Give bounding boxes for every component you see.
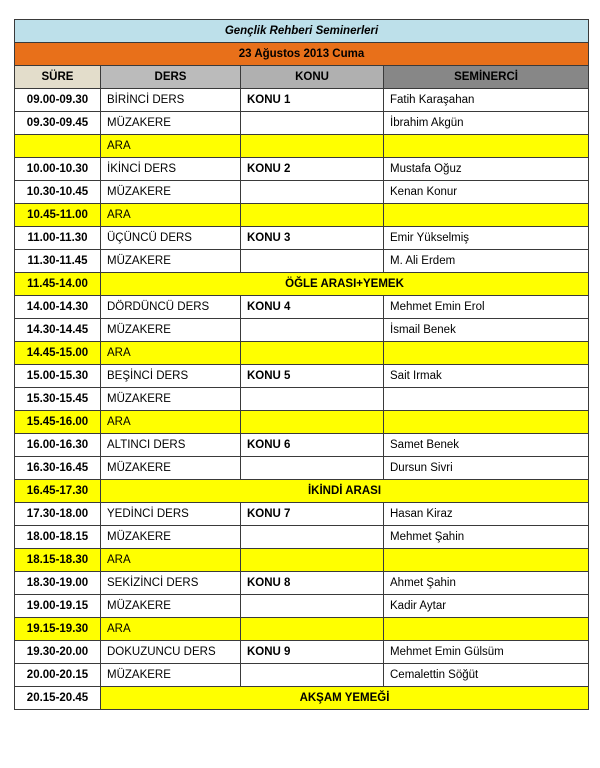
schedule-break-row	[15, 342, 589, 365]
cell-seminerci: Emir Yükselmiş	[384, 227, 589, 250]
column-header-ders: DERS	[101, 66, 241, 89]
cell-konu	[241, 664, 384, 687]
table-row	[15, 434, 589, 457]
cell-time: 09.30-09.45	[15, 112, 101, 135]
cell-time: 15.45-16.00	[15, 411, 101, 434]
cell-time: 09.00-09.30	[15, 89, 101, 112]
schedule-banner-row	[15, 273, 589, 296]
cell-ders: YEDİNCİ DERS	[101, 503, 241, 526]
cell-time: 18.30-19.00	[15, 572, 101, 595]
seminar-date: 23 Ağustos 2013 Cuma	[15, 43, 589, 66]
cell-konu	[241, 618, 384, 641]
cell-time: 10.30-10.45	[15, 181, 101, 204]
cell-ders: SEKİZİNCİ DERS	[101, 572, 241, 595]
cell-ders: MÜZAKERE	[101, 250, 241, 273]
schedule-break-row	[15, 549, 589, 572]
cell-seminerci: Kadir Aytar	[384, 595, 589, 618]
cell-konu	[241, 342, 384, 365]
column-header-row	[15, 66, 589, 89]
cell-konu: KONU 8	[241, 572, 384, 595]
cell-time: 15.30-15.45	[15, 388, 101, 411]
schedule-break-row	[15, 135, 589, 158]
cell-konu	[241, 250, 384, 273]
cell-ders: ARA	[101, 549, 241, 572]
column-header-sure: SÜRE	[15, 66, 101, 89]
cell-time: 17.30-18.00	[15, 503, 101, 526]
cell-time: 19.00-19.15	[15, 595, 101, 618]
table-row	[15, 181, 589, 204]
table-row	[15, 388, 589, 411]
cell-ders: ARA	[101, 411, 241, 434]
cell-break-label: ÖĞLE ARASI+YEMEK	[101, 273, 589, 296]
cell-ders: MÜZAKERE	[101, 595, 241, 618]
seminar-title: Gençlik Rehberi Seminerleri	[15, 20, 589, 43]
schedule-body	[15, 20, 589, 710]
cell-ders: MÜZAKERE	[101, 181, 241, 204]
cell-time: 16.30-16.45	[15, 457, 101, 480]
cell-ders: MÜZAKERE	[101, 388, 241, 411]
date-row	[15, 43, 589, 66]
table-row	[15, 526, 589, 549]
cell-ders: DÖRDÜNCÜ DERS	[101, 296, 241, 319]
cell-konu: KONU 1	[241, 89, 384, 112]
cell-seminerci: Dursun Sivri	[384, 457, 589, 480]
cell-seminerci: M. Ali Erdem	[384, 250, 589, 273]
cell-konu	[241, 388, 384, 411]
cell-konu	[241, 411, 384, 434]
cell-seminerci	[384, 411, 589, 434]
cell-seminerci: Ahmet Şahin	[384, 572, 589, 595]
table-row	[15, 89, 589, 112]
cell-ders: BEŞİNCİ DERS	[101, 365, 241, 388]
cell-seminerci	[384, 618, 589, 641]
cell-ders: ARA	[101, 204, 241, 227]
table-row	[15, 457, 589, 480]
cell-time: 19.30-20.00	[15, 641, 101, 664]
cell-ders: MÜZAKERE	[101, 664, 241, 687]
table-row	[15, 572, 589, 595]
cell-time: 14.45-15.00	[15, 342, 101, 365]
cell-time: 16.45-17.30	[15, 480, 101, 503]
cell-ders: DOKUZUNCU DERS	[101, 641, 241, 664]
cell-time: 14.00-14.30	[15, 296, 101, 319]
cell-konu	[241, 204, 384, 227]
cell-time: 16.00-16.30	[15, 434, 101, 457]
column-header-seminerci: SEMİNERCİ	[384, 66, 589, 89]
table-row	[15, 319, 589, 342]
cell-ders: ÜÇÜNCÜ DERS	[101, 227, 241, 250]
schedule-break-row	[15, 204, 589, 227]
cell-seminerci	[384, 342, 589, 365]
seminar-schedule-table	[14, 19, 589, 710]
table-row	[15, 250, 589, 273]
cell-ders: ARA	[101, 135, 241, 158]
cell-konu	[241, 457, 384, 480]
cell-konu	[241, 112, 384, 135]
cell-konu	[241, 526, 384, 549]
cell-seminerci: Hasan Kiraz	[384, 503, 589, 526]
cell-time: 15.00-15.30	[15, 365, 101, 388]
cell-time: 20.15-20.45	[15, 687, 101, 710]
cell-konu	[241, 181, 384, 204]
table-row	[15, 664, 589, 687]
cell-seminerci: Samet Benek	[384, 434, 589, 457]
cell-ders: ARA	[101, 342, 241, 365]
cell-konu: KONU 5	[241, 365, 384, 388]
cell-ders: MÜZAKERE	[101, 319, 241, 342]
table-row	[15, 595, 589, 618]
table-row	[15, 503, 589, 526]
table-row	[15, 641, 589, 664]
schedule-banner-row	[15, 480, 589, 503]
table-row	[15, 158, 589, 181]
title-row	[15, 20, 589, 43]
cell-ders: ALTINCI DERS	[101, 434, 241, 457]
table-row	[15, 296, 589, 319]
cell-konu: KONU 4	[241, 296, 384, 319]
cell-seminerci: Mustafa Oğuz	[384, 158, 589, 181]
cell-time: 10.00-10.30	[15, 158, 101, 181]
cell-seminerci: Mehmet Emin Gülsüm	[384, 641, 589, 664]
cell-seminerci	[384, 388, 589, 411]
table-row	[15, 112, 589, 135]
table-row	[15, 227, 589, 250]
table-row	[15, 365, 589, 388]
cell-time: 10.45-11.00	[15, 204, 101, 227]
cell-ders: BİRİNCİ DERS	[101, 89, 241, 112]
cell-konu	[241, 135, 384, 158]
cell-seminerci: Kenan Konur	[384, 181, 589, 204]
schedule-banner-row	[15, 687, 589, 710]
schedule-break-row	[15, 618, 589, 641]
cell-konu	[241, 319, 384, 342]
cell-konu: KONU 3	[241, 227, 384, 250]
cell-ders: MÜZAKERE	[101, 112, 241, 135]
cell-time: 20.00-20.15	[15, 664, 101, 687]
cell-time: 18.00-18.15	[15, 526, 101, 549]
cell-seminerci	[384, 204, 589, 227]
cell-seminerci: Fatih Karaşahan	[384, 89, 589, 112]
cell-konu: KONU 9	[241, 641, 384, 664]
cell-seminerci: İbrahim Akgün	[384, 112, 589, 135]
cell-time	[15, 135, 101, 158]
cell-time: 11.30-11.45	[15, 250, 101, 273]
cell-time: 11.00-11.30	[15, 227, 101, 250]
column-header-konu: KONU	[241, 66, 384, 89]
cell-seminerci: Cemalettin Söğüt	[384, 664, 589, 687]
cell-seminerci: Mehmet Emin Erol	[384, 296, 589, 319]
cell-konu	[241, 595, 384, 618]
cell-ders: İKİNCİ DERS	[101, 158, 241, 181]
cell-ders: MÜZAKERE	[101, 457, 241, 480]
cell-seminerci: Sait Irmak	[384, 365, 589, 388]
cell-seminerci: Mehmet Şahin	[384, 526, 589, 549]
cell-time: 18.15-18.30	[15, 549, 101, 572]
cell-break-label: İKİNDİ ARASI	[101, 480, 589, 503]
schedule-break-row	[15, 411, 589, 434]
cell-seminerci	[384, 135, 589, 158]
cell-ders: MÜZAKERE	[101, 526, 241, 549]
cell-konu	[241, 549, 384, 572]
cell-time: 19.15-19.30	[15, 618, 101, 641]
cell-time: 11.45-14.00	[15, 273, 101, 296]
cell-ders: ARA	[101, 618, 241, 641]
cell-seminerci	[384, 549, 589, 572]
cell-seminerci: İsmail Benek	[384, 319, 589, 342]
cell-konu: KONU 7	[241, 503, 384, 526]
cell-konu: KONU 6	[241, 434, 384, 457]
cell-konu: KONU 2	[241, 158, 384, 181]
cell-break-label: AKŞAM YEMEĞİ	[101, 687, 589, 710]
cell-time: 14.30-14.45	[15, 319, 101, 342]
